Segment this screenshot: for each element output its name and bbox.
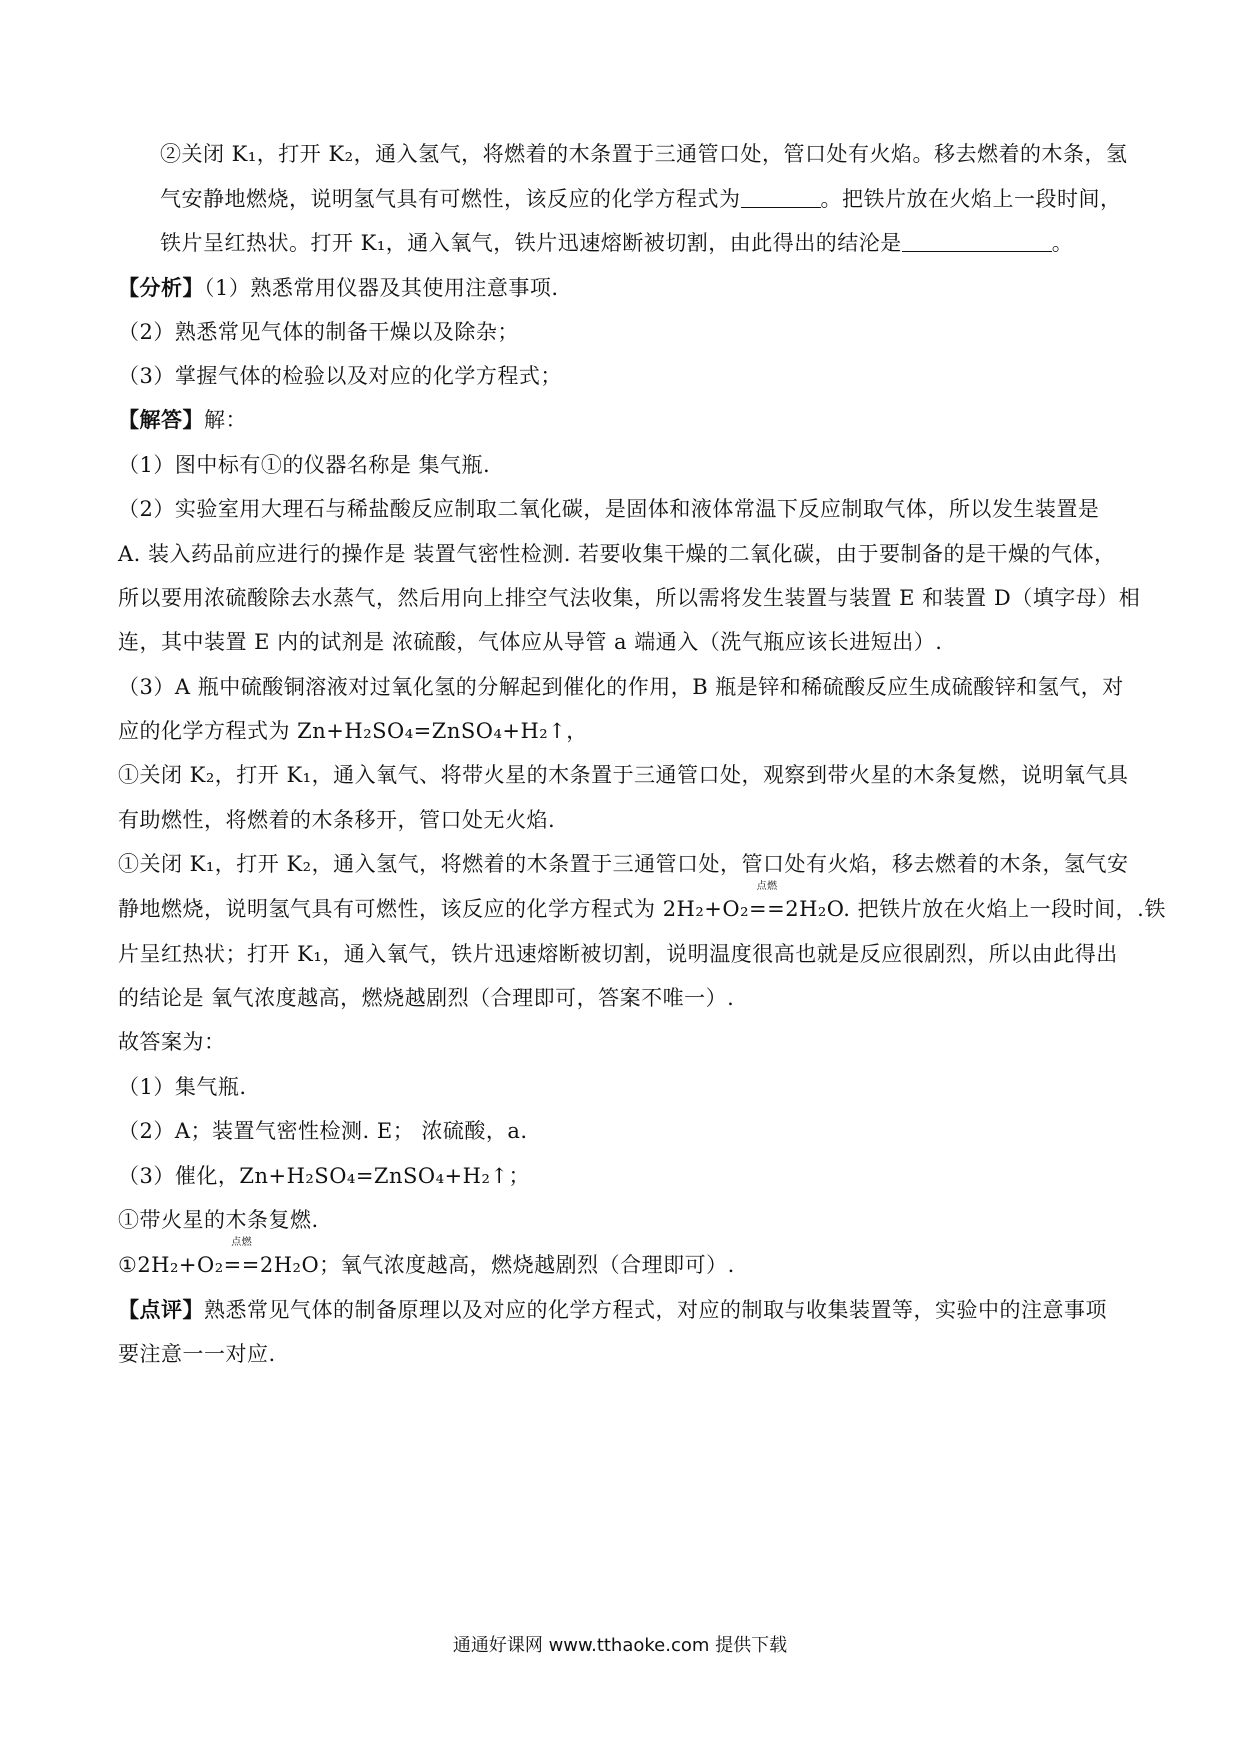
solution-text: 所以要用浓硫酸除去水蒸气，然后用向上排空气法收集，所以需将发生装置与装置 E 和装置 D（填字母）相	[118, 586, 1141, 610]
solution-text: 片呈红热状；打开 K₁，通入氧气，铁片迅速熔断被切割，说明温度很高也就是反应很剧烈，所以由此得出	[118, 942, 1118, 966]
solution-line	[118, 495, 1130, 523]
question-line-3	[160, 229, 1172, 257]
solution-line	[118, 761, 1130, 789]
solution-line	[118, 940, 1130, 968]
answer-text: ①2H₂+O₂	[118, 1253, 224, 1277]
answer-text: （2）A；装置气密性检测. E； 浓硫酸，a.	[118, 1119, 528, 1143]
equation-reactants: 2H₂+O₂	[662, 897, 750, 921]
question-text: 。把铁片放在火焰上一段时间，	[820, 187, 1122, 211]
answers-text: 故答案为：	[118, 1030, 226, 1054]
answer-blank	[741, 187, 821, 208]
equation-equals: ==	[223, 1253, 260, 1277]
solution-text: 解：	[204, 408, 247, 432]
answer-text: （3）催化，Zn+H₂SO₄=ZnSO₄+H₂↑；	[118, 1164, 530, 1188]
solution-text: ①关闭 K₂，打开 K₁，通入氧气、将带火星的木条置于三通管口处，观察到带火星的木条复燃，说明氧气具	[118, 763, 1129, 787]
analysis-label: 【分析】	[118, 275, 204, 300]
comment-line-1	[118, 1296, 1130, 1324]
analysis-text: （1）熟悉常用仪器及其使用注意事项.	[204, 276, 559, 300]
footer-text: 通通好课网 www.tthaoke.com 提供下载	[452, 1635, 788, 1656]
solution-text: （3）A 瓶中硫酸铜溶液对过氧化氢的分解起到催化的作用，B 瓶是锌和稀硫酸反应生成硫酸锌和氢气，对	[118, 675, 1124, 699]
question-text: ②关闭 K₁，打开 K₂，通入氢气，将燃着的木条置于三通管口处，管口处有火焰。移去燃着的木条，氢	[160, 142, 1128, 166]
answer-line	[118, 1237, 1130, 1279]
solution-line	[118, 628, 1130, 656]
analysis-text: （3）掌握气体的检验以及对应的化学方程式；	[118, 364, 562, 388]
solution-line	[118, 451, 1130, 479]
answers-intro	[118, 1028, 1130, 1056]
answer-text: 2H₂O；氧气浓度越高，燃烧越剧烈（合理即可）.	[259, 1253, 735, 1277]
question-text: 铁片呈红热状。打开 K₁，通入氧气，铁片迅速熔断被切割，由此得出的结沦是	[160, 231, 902, 255]
answer-text: （1）集气瓶.	[118, 1075, 247, 1099]
solution-line	[118, 984, 1130, 1012]
solution-text: A. 装入药品前应进行的操作是 装置气密性检测. 若要收集干燥的二氧化碳，由于要制备的是干燥的气体，	[118, 542, 1116, 566]
reaction-condition: 点燃	[231, 1237, 253, 1248]
analysis-line-1	[118, 274, 1130, 302]
solution-text: 静地燃烧，说明氢气具有可燃性，该反应的化学方程式为	[118, 897, 663, 921]
answer-line	[118, 1117, 1130, 1145]
solution-line	[118, 806, 1130, 834]
comment-text: 熟悉常见气体的制备原理以及对应的化学方程式，对应的制取与收集装置等，实验中的注意事项	[204, 1298, 1107, 1322]
solution-text: 的结论是 氧气浓度越高，燃烧越剧烈（合理即可，答案不唯一）.	[118, 986, 735, 1010]
solution-text: 应的化学方程式为 Zn+H₂SO₄=ZnSO₄+H₂↑，	[118, 719, 588, 743]
equation-sign	[223, 1237, 260, 1279]
comment-label: 【点评】	[118, 1297, 204, 1322]
page-footer	[0, 1634, 1240, 1658]
answer-blank	[902, 231, 1052, 252]
question-text: 。	[1051, 231, 1074, 255]
analysis-line-2	[118, 318, 1130, 346]
solution-text: （2）实验室用大理石与稀盐酸反应制取二氧化碳，是固体和液体常温下反应制取气体，所以发生装置是	[118, 497, 1100, 521]
question-line-2	[160, 185, 1172, 213]
solution-line	[118, 673, 1130, 701]
answer-text: ①带火星的木条复燃.	[118, 1208, 319, 1232]
comment-line-2	[118, 1340, 1130, 1368]
analysis-line-3	[118, 362, 1130, 390]
answer-line	[118, 1206, 1130, 1234]
equation-equals: ==	[749, 897, 786, 921]
solution-line	[118, 881, 1166, 923]
solution-text: 有助燃性，将燃着的木条移开，管口处无火焰.	[118, 808, 556, 832]
solution-text: 连，其中装置 E 内的试剂是 浓硫酸，气体应从导管 a 端通入（洗气瓶应该长进短出）.	[118, 630, 943, 654]
analysis-text: （2）熟悉常见气体的制备干燥以及除杂；	[118, 320, 519, 344]
question-line-1	[160, 140, 1172, 168]
solution-text: ①关闭 K₁，打开 K₂，通入氢气，将燃着的木条置于三通管口处，管口处有火焰，移去燃着的木条，氢气安	[118, 852, 1129, 876]
question-text: 气安静地燃烧，说明氢气具有可燃性，该反应的化学方程式为	[160, 187, 741, 211]
solution-line	[118, 540, 1130, 568]
solution-heading	[118, 406, 1130, 434]
solution-line	[118, 850, 1130, 878]
solution-text: 2H₂O. 把铁片放在火焰上一段时间，.铁	[785, 897, 1166, 921]
answer-line	[118, 1073, 1130, 1101]
equation-sign	[749, 881, 786, 923]
solution-label: 【解答】	[118, 407, 204, 432]
solution-text: （1）图中标有①的仪器名称是 集气瓶.	[118, 453, 491, 477]
reaction-condition: 点燃	[756, 881, 778, 892]
comment-text: 要注意一一对应.	[118, 1342, 276, 1366]
solution-line	[118, 584, 1141, 612]
answer-line	[118, 1162, 1130, 1190]
solution-line	[118, 717, 1130, 745]
